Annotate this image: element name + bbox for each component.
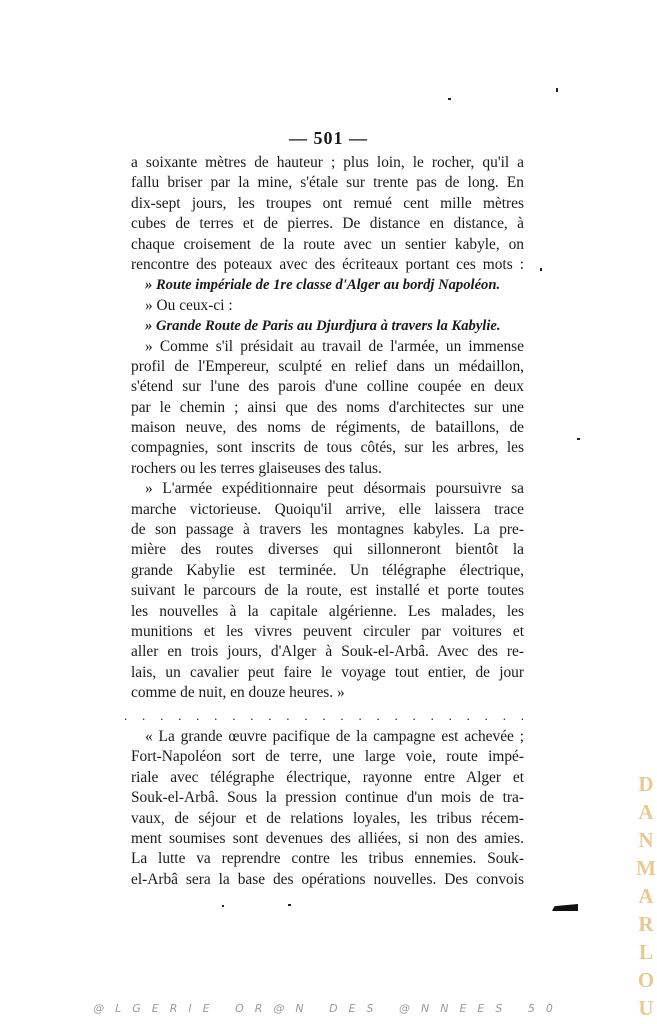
text-line: les nouvelles à la capitale algérienne. Les malades, les xyxy=(131,602,524,620)
scan-speck xyxy=(288,904,291,906)
scan-speck xyxy=(577,438,580,440)
text-line: marche victorieuse. Quoiqu'il arrive, elle laissera trace xyxy=(131,500,524,518)
text-line: el-Arbâ sera la base des opérations nouvelles. Des convois xyxy=(131,870,524,888)
text-line: suivant le parcours de la route, est installé et porte toutes xyxy=(131,582,524,600)
text-block-1 xyxy=(131,153,524,704)
watermark-letter: N xyxy=(638,828,654,852)
watermark-letter: D xyxy=(638,772,654,796)
text-line: lais, un cavalier peut faire le voyage tout entier, de jour xyxy=(131,663,524,681)
text-line-italic: » Grande Route de Paris au Djurdjura à travers la Kabylie. xyxy=(145,318,501,335)
text-line-italic: » Route impériale de 1re classe d'Alger au bordj Napoléon. xyxy=(145,277,501,294)
watermark-letter: M xyxy=(636,856,656,880)
text-line: » Comme s'il présidait au travail de l'armée, un immense xyxy=(145,337,524,355)
ink-mark xyxy=(552,904,578,911)
text-line: maison neuve, des noms de régiments, de bataillons, de xyxy=(131,419,524,437)
watermark-letter: L xyxy=(638,940,653,964)
bottom-watermark: @LGERIE OR@N DES @NNEES 50 xyxy=(93,1002,564,1015)
scan-speck xyxy=(448,98,451,100)
text-line: vaux, de séjour et de relations loyales, les tribus récem- xyxy=(131,809,524,827)
scan-speck xyxy=(222,905,224,907)
text-block-2 xyxy=(131,727,524,890)
watermark-letter: A xyxy=(638,884,654,908)
text-line: compagnies, sont inscrits de tous côtés, sur les arbres, les xyxy=(131,439,524,457)
text-line: profil de l'Empereur, sculpté en relief dans un médaillon, xyxy=(131,357,524,375)
text-line: aller en trois jours, d'Alger à Souk-el-Arbâ. Avec des re- xyxy=(131,643,524,661)
text-line: rochers ou les terres glaiseuses des talus. xyxy=(131,459,382,477)
text-line: « La grande œuvre pacifique de la campagne est achevée ; xyxy=(145,728,524,745)
text-line: » Ou ceux-ci : xyxy=(145,296,233,314)
text-line: comme de nuit, en douze heures. » xyxy=(131,684,345,702)
watermark-letter: U xyxy=(638,996,654,1020)
text-line: rencontre des poteaux avec des écriteaux portant ces mots : xyxy=(131,255,524,273)
watermark-letter: O xyxy=(637,968,655,992)
text-line: Fort-Napoléon sort de terre, une large voie, route impé- xyxy=(131,748,524,766)
text-line: a soixante mètres de hauteur ; plus loin, le rocher, qu'il a xyxy=(131,154,524,171)
text-line: de son passage à travers les montagnes kabyles. La pre- xyxy=(131,521,524,539)
text-line: riale avec télégraphe électrique, rayonne entre Alger et xyxy=(131,768,524,786)
text-line: s'étend sur l'une des parois d'une colline coupée en deux xyxy=(131,378,524,396)
text-line: Souk-el-Arbâ. Sous la pression continue d'un mois de tra- xyxy=(131,789,524,807)
text-line: munitions et les vivres peuvent circuler par voitures et xyxy=(131,622,524,640)
text-line: mière des routes diverses qui sillonneront bientôt la xyxy=(131,541,524,559)
page-number: — 501 — xyxy=(289,128,368,148)
text-line: grande Kabylie est terminée. Un télégraphe électrique, xyxy=(131,561,524,579)
text-line: La lutte va reprendre contre les tribus ennemies. Souk- xyxy=(131,850,524,868)
scan-speck xyxy=(540,268,542,271)
watermark-letter: R xyxy=(638,912,654,936)
watermark-letter: A xyxy=(638,800,654,824)
text-line: par le chemin ; ainsi que des noms d'architectes sur une xyxy=(131,398,524,416)
scan-speck xyxy=(556,88,558,92)
text-line: » L'armée expéditionnaire peut désormais poursuivre sa xyxy=(145,480,524,498)
side-watermark xyxy=(636,770,656,1022)
text-line: cubes de terres et de pierres. De distance en distance, à xyxy=(131,215,524,233)
text-line: chaque croisement de la route avec un sentier kabyle, on xyxy=(131,235,524,253)
text-line: fallu briser par la mine, s'étale sur trente pas de long. En xyxy=(131,174,524,192)
text-line: ment soumises sont devenues des alliées, si non des amies. xyxy=(131,829,524,847)
section-separator: . . . . . . . . . . . . . . . . . . . . . . . xyxy=(124,708,524,723)
text-line: dix-sept jours, les troupes ont remué cent mille mètres xyxy=(131,194,524,212)
